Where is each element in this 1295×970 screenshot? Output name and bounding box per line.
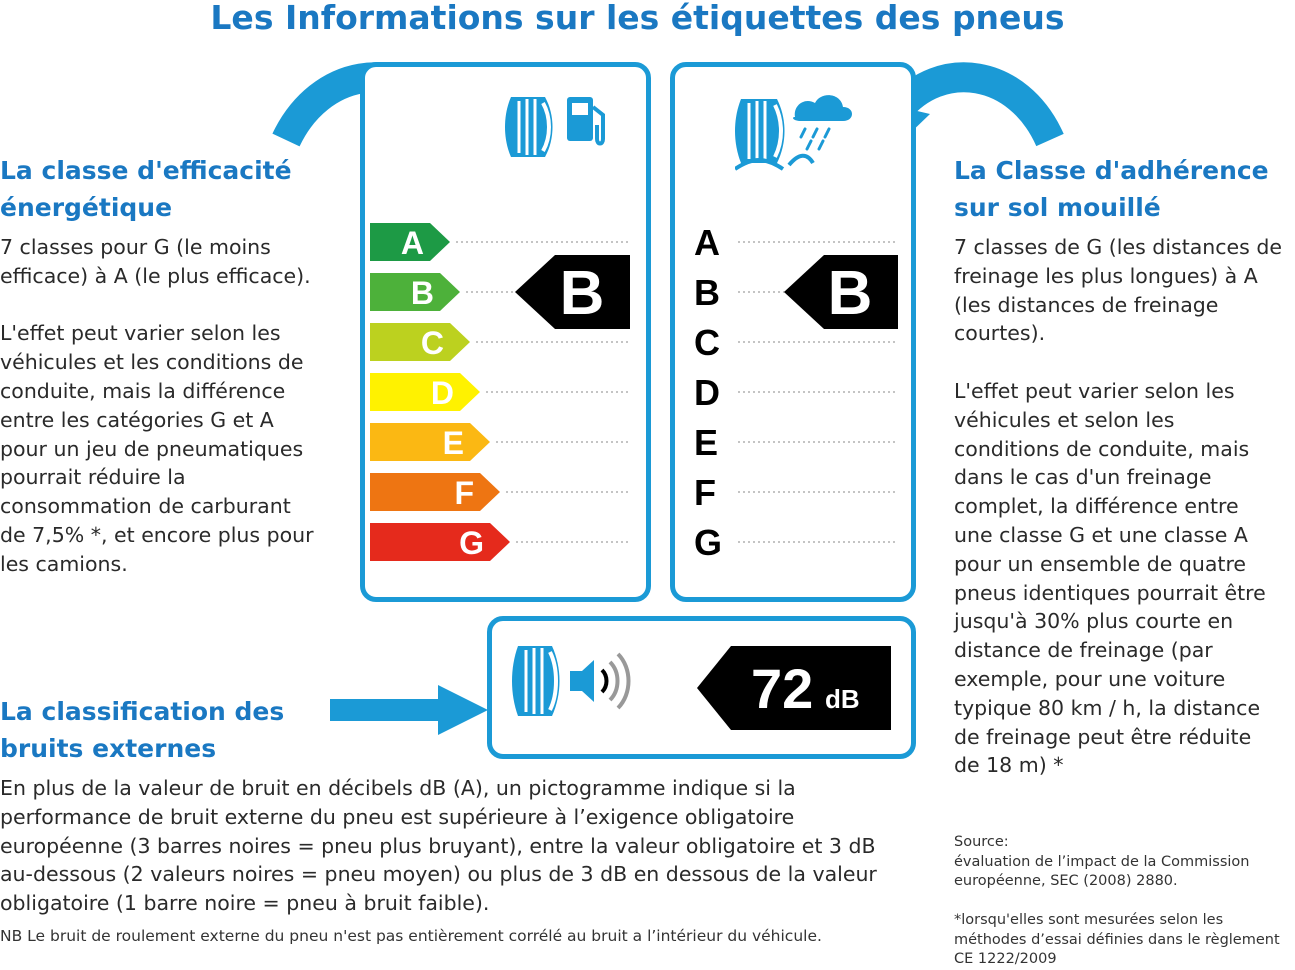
wet-class-label-f: F bbox=[694, 472, 716, 513]
noise-heading: La classification des bruits externes bbox=[0, 697, 285, 763]
wet-grip-icon bbox=[735, 87, 865, 177]
fuel-class-bar-e bbox=[370, 423, 490, 461]
fuel-class-label-e: E bbox=[442, 425, 464, 461]
noise-value-badge bbox=[697, 646, 892, 730]
wet-grip-panel bbox=[670, 62, 916, 602]
wet-heading: La Classe d'adhérence sur sol mouillé bbox=[954, 156, 1269, 222]
svg-text:B: B bbox=[559, 259, 605, 328]
fuel-efficiency-icon bbox=[505, 87, 615, 167]
rain-cloud-icon bbox=[793, 95, 852, 149]
noise-unit: dB bbox=[825, 684, 860, 714]
noise-description: En plus de la valeur de bruit en décibels dB (A), un pictogramme indique si la performance de bruit externe du pneu est supérieure à l’exigence obligatoire européenne (3 barres noires = pneu plus bruyant), entre la valeur obligatoire et 3 dB au-dessous (2 valeurs noires = pneu moyen) ou plus de 3 dB en dessous de la valeur obligatoire (1 barre noire = pneu à bruit faible). bbox=[0, 776, 877, 916]
fuel-heading: La classe d'efficacité énergétique bbox=[0, 156, 292, 222]
fuel-class-label-b: B bbox=[410, 275, 434, 311]
straight-arrow-icon bbox=[330, 685, 490, 735]
tyre-icon bbox=[505, 97, 553, 157]
fuel-class-label-a: A bbox=[400, 225, 424, 261]
wet-class-label-d: D bbox=[694, 372, 720, 413]
tyre-icon bbox=[512, 646, 560, 716]
wet-class-label-e: E bbox=[694, 422, 719, 463]
wet-class-scale bbox=[680, 217, 910, 577]
fuel-class-bar-d bbox=[370, 373, 480, 411]
fuel-efficiency-panel bbox=[360, 62, 651, 602]
fuel-class-label-g: G bbox=[459, 525, 484, 561]
fuel-class-bar-g bbox=[370, 523, 510, 561]
svg-text:B: B bbox=[827, 259, 873, 328]
noise-value: 72 bbox=[751, 657, 814, 720]
page-title: Les Informations sur les étiquettes des pneus bbox=[210, 0, 1065, 37]
fuel-class-label-c: C bbox=[420, 325, 444, 361]
fuel-class-label-f: F bbox=[454, 475, 474, 511]
fuel-description: 7 classes pour G (le moins efficace) à A (le plus efficace). L'effet peut varier selon les véhicules et les conditions de conduite, mais la différence entre les catégories G et A pour un jeu de pneumatiques pourrait réduire la consommation de carburant de 7,5% *, et encore plus pour les camions. bbox=[0, 235, 314, 576]
source-note: Source: évaluation de l’impact de la Commission européenne, SEC (2008) 2880. *lorsqu'elles sont mesurées selon les méthodes d’essai définies dans le règlement CE 1222/2009 bbox=[954, 834, 1280, 967]
fuel-class-bar-f bbox=[370, 473, 500, 511]
noise-panel bbox=[487, 616, 916, 759]
wet-selected-marker bbox=[784, 255, 898, 329]
wet-class-label-g: G bbox=[694, 522, 723, 563]
wet-description: 7 classes de G (les distances de freinage les plus longues) à A (les distances de freinage courtes). L'effet peut varier selon les véhicules et selon les conditions de conduite, mais dans le cas d'un freinage complet, la différence entre une classe G et une classe A pour un ensemble de quatre pneus identiques pourrait être jusqu'à 30% plus courte en distance de freinage (par exemple, pour une voiture typique 80 km / h, la distance de freinage peut être réduite de 18 m) * bbox=[954, 235, 1282, 778]
wet-class-label-b: B bbox=[694, 272, 720, 313]
speaker-icon bbox=[570, 654, 629, 708]
fuel-pump-icon bbox=[567, 97, 603, 144]
fuel-class-scale bbox=[370, 217, 645, 577]
noise-icon bbox=[512, 636, 642, 736]
wet-class-label-a: A bbox=[694, 222, 720, 263]
wet-class-label-c: C bbox=[694, 322, 720, 363]
fuel-selected-marker bbox=[515, 255, 630, 329]
noise-note: NB Le bruit de roulement externe du pneu n'est pas entièrement corrélé au bruit a l’intérieur du véhicule. bbox=[0, 927, 822, 945]
fuel-class-label-d: D bbox=[430, 375, 454, 411]
